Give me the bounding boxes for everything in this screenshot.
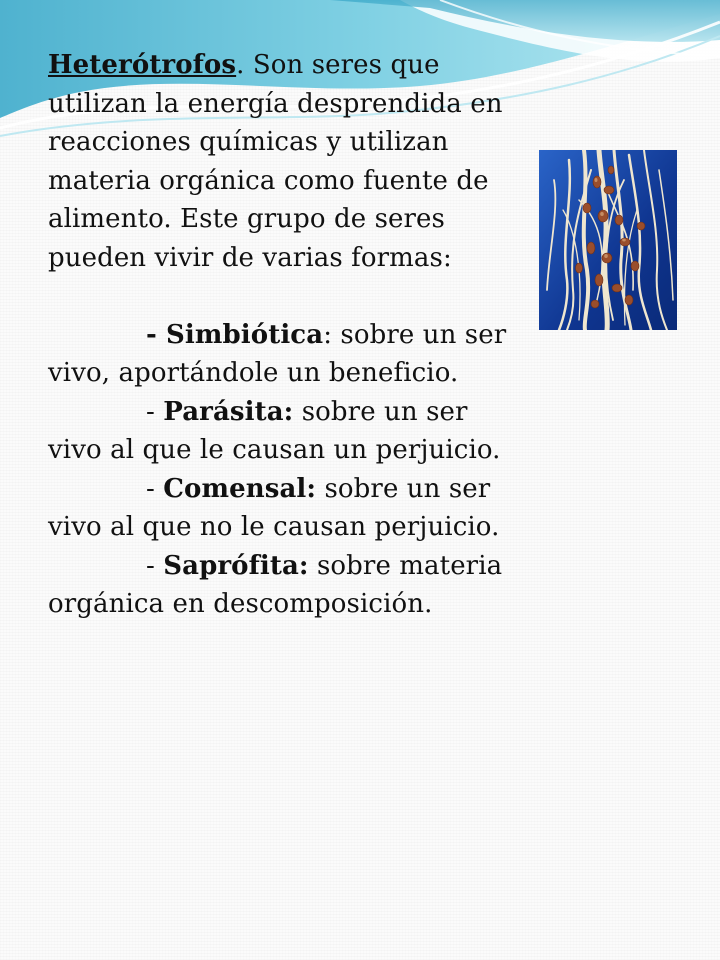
list-item-saprofita: - Saprófita: sobre materia [146,550,503,581]
paragraph-line: reacciones químicas y utilizan [48,127,449,157]
body-text [48,46,568,624]
list-item-comensal: - Comensal: sobre un ser [146,473,491,504]
paragraph-line: pueden vivir de varias formas: [48,242,452,273]
list-item-continuation: vivo, aportándole un beneficio. [48,358,459,388]
list-item-continuation: vivo al que no le causan perjuicio. [48,512,500,542]
term-saprofita: Saprófita: [163,550,309,581]
list-item-parasita: - Parásita: sobre un ser [146,396,468,427]
list-item-continuation: vivo al que le causan un perjuicio. [48,435,501,465]
heading-term: Heterótrofos [48,50,237,80]
term-simbiotica: Simbiótica [166,319,324,350]
paragraph-line: Heterótrofos. Son seres que [48,50,440,80]
list-item-simbiotica: - Simbiótica: sobre un ser [146,319,507,350]
term-comensal: Comensal: [163,473,317,504]
root-nodules-photo [539,150,677,330]
list-item-continuation: orgánica en descomposición. [48,589,433,619]
spacer [48,277,568,316]
paragraph-line: utilizan la energía desprendida en [48,88,503,119]
paragraph-line: materia orgánica como fuente de [48,165,489,196]
paragraph-line: alimento. Este grupo de seres [48,204,445,234]
term-parasita: Parásita: [163,396,294,427]
